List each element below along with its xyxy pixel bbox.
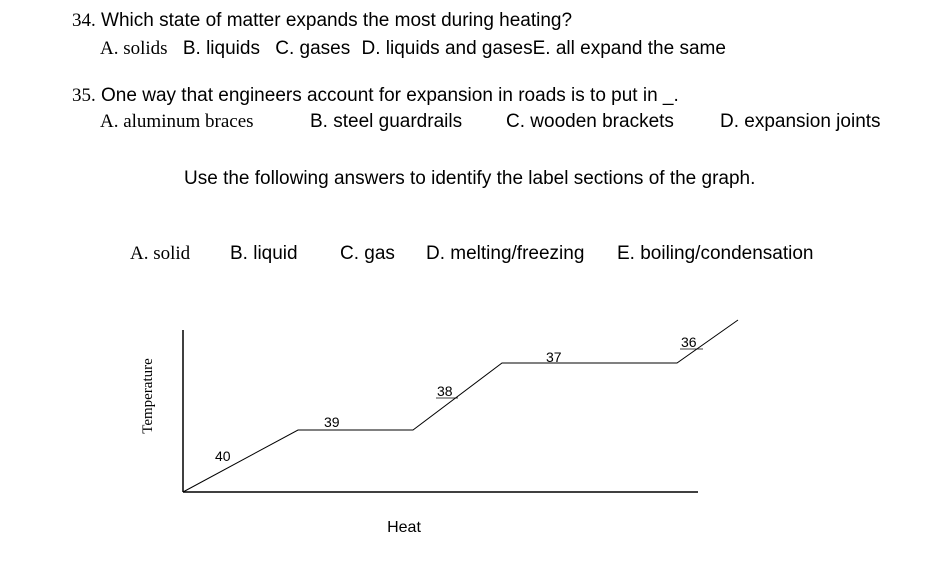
choice-35-c: C. wooden brackets [506,111,674,132]
choice-35-b: B. steel guardrails [310,111,463,132]
choice-34-a: A. solids [100,38,168,59]
y-axis-label: Temperature [140,358,156,434]
section-label-36: 36 [681,334,697,350]
section-label-40: 40 [215,448,231,464]
choice-34-e: E. all expand the same [532,38,726,59]
section-label-37: 37 [546,349,562,365]
x-axis-label: Heat [387,519,421,536]
question-35-text: One way that engineers account for expansion in roads is to put in _. [101,85,679,106]
instructions: Use the following answers to identify the label sections of the graph. [184,168,756,189]
choice-34-d: D. liquids and gases [361,38,533,59]
question-34-number: 34. [72,10,96,31]
choice-34-b: B. liquids [182,38,260,59]
heating-curve [183,320,738,492]
answer-b: B. liquid [230,243,298,264]
section-label-38: 38 [437,383,453,399]
answer-e: E. boiling/condensation [617,243,814,264]
answer-c: C. gas [340,243,395,264]
choice-35-d: D. expansion joints [720,111,881,132]
answer-d: D. melting/freezing [426,243,585,264]
question-35-number: 35. [72,85,96,106]
choice-34-c: C. gases [275,38,351,59]
answer-a: A. solid [130,243,191,264]
question-34-text: Which state of matter expands the most during heating? [101,10,573,31]
section-label-39: 39 [324,414,340,430]
choice-35-a: A. aluminum braces [100,111,254,132]
